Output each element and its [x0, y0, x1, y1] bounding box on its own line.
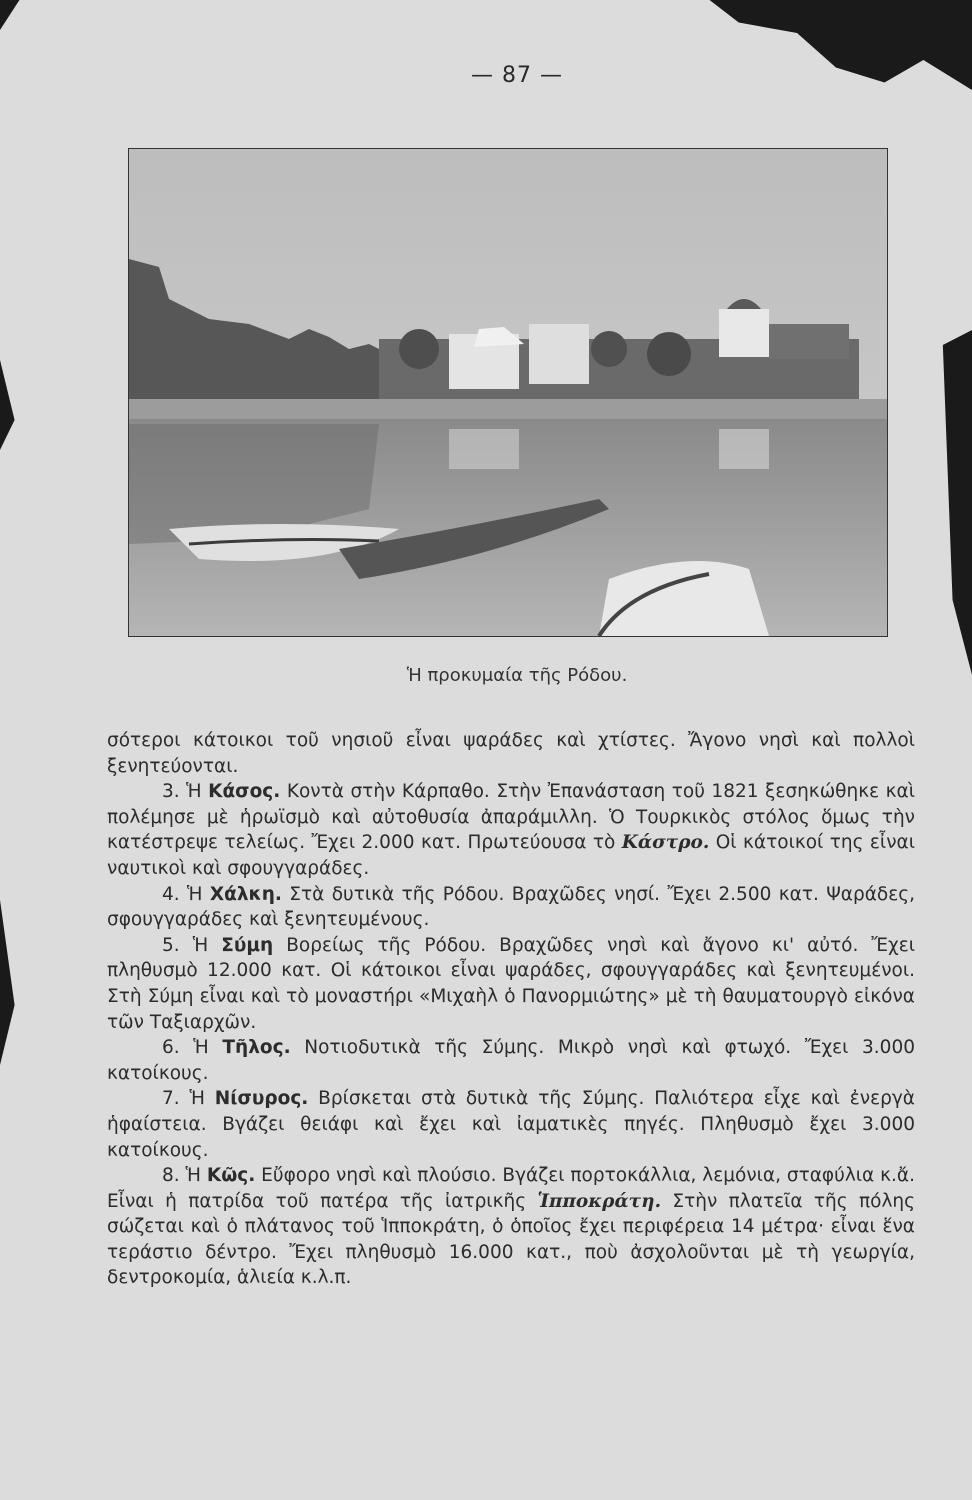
- island-name-symi: Σύμη: [221, 934, 274, 956]
- paragraph-intro: σότεροι κάτοικοι τοῦ νησιοῦ εἶναι ψαράδες καὶ χτίστες. Ἄγονο νησὶ καὶ πολλοὶ ξενητεύονται.: [107, 730, 915, 777]
- paragraph-nisyros: 7. Ἡ Νίσυρος. Βρίσκεται στὰ δυτικὰ τῆς Σύμης. Παλιότερα εἶχε καὶ ἐνεργὰ ἡφαίστεια. Βγάζει θειάφι καὶ ἔχει καὶ ἰαματικὲς πηγές. Πληθυσμὸ ἔχει 3.000 κατοίκους.: [107, 1088, 915, 1161]
- person-name-hippocrates: Ἱπποκράτη.: [537, 1190, 662, 1212]
- paragraph-kos: 8. Ἡ Κῶς. Εὔφορο νησὶ καὶ πλούσιο. Βγάζει πορτοκάλλια, λεμόνια, σταφύλια κ.ἄ. Εἶναι ἡ πατρίδα τοῦ πατέρα τῆς ἰατρικῆς Ἱπποκράτη. Στὴν πλατεῖα τῆς πόλης σώζεται καὶ ὁ πλάτανος τοῦ Ἱπποκράτη, ὁ ὁποῖος ἔχει περιφέρεια 14 μέτρα· εἶναι ἕνα τεράστιο δέντρο. Ἔχει πληθυσμὸ 16.000 κατ., ποὺ ἀσχολοῦνται μὲ τὴ γεωργία, δεντροκομία, ἁλιεία κ.λ.π.: [107, 1165, 915, 1289]
- page-number: — 87 —: [471, 63, 563, 88]
- paragraph-kasos: 3. Ἡ Κάσος. Κοντὰ στὴν Κάρπαθο. Στὴν Ἐπανάσταση τοῦ 1821 ξεσηκώθηκε καὶ πολέμησε μὲ ἡρωϊσμὸ καὶ αὐτοθυσία ἀπαράμιλλη. Ὁ Τουρκικὸς στόλος ὅμως τὴν κατέστρεψε τελείως. Ἔχει 2.000 κατ. Πρωτεύουσα τὸ Κάστρο. Οἱ κάτοικοί της εἶναι ναυτικοὶ καὶ σφουγγαράδες.: [107, 781, 916, 879]
- island-name-kasos: Κάσος.: [208, 781, 281, 803]
- paragraph-chalki: 4. Ἡ Χάλκη. Στὰ δυτικὰ τῆς Ρόδου. Βραχῶδες νησί. Ἔχει 2.500 κατ. Ψαράδες, σφουγγαράδες καὶ ξενητευμένους.: [107, 883, 915, 931]
- paragraph-symi: 5. Ἡ Σύμη Βορείως τῆς Ρόδου. Βραχῶδες νησὶ καὶ ἄγονο κι' αὐτό. Ἔχει πληθυσμὸ 12.000 κατ. Οἱ κάτοικοι εἶναι ψαράδες, σφουγγαράδες καὶ ξενητευμένοι. Στὴ Σύμη εἶναι καὶ τὸ μοναστήρι «Μιχαὴλ ὁ Πανορμιώτης» μὲ τὴ θαυματουργὸ εἰκόνα τῶν Ταξιαρχῶν.: [107, 934, 915, 1033]
- harbour-photo: [128, 148, 888, 637]
- harbour-photo-icon: [129, 149, 887, 636]
- town-name-kastro: Κάστρο.: [621, 832, 710, 854]
- island-name-kos: Κῶς.: [206, 1165, 256, 1187]
- body-text: [107, 728, 915, 1291]
- island-name-chalki: Χάλκη.: [209, 883, 282, 905]
- paragraph-tilos: 6. Ἡ Τῆλος. Νοτιοδυτικὰ τῆς Σύμης. Μικρὸ νησὶ καὶ φτωχό. Ἔχει 3.000 κατοίκους.: [107, 1037, 915, 1084]
- island-name-nisyros: Νίσυρος.: [214, 1088, 309, 1110]
- photo-caption: Ἡ προκυμαία τῆς Ρόδου.: [406, 665, 628, 686]
- island-name-tilos: Τῆλος.: [222, 1037, 291, 1059]
